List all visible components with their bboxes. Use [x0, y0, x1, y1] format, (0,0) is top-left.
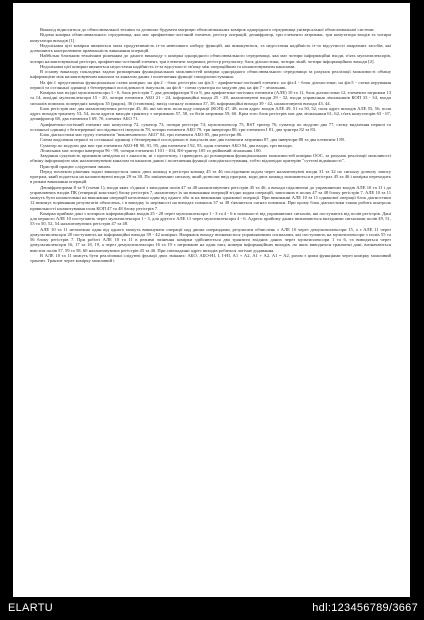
document-handle: hdl:123456789/3667 [312, 602, 418, 614]
paragraph: Суматор по модулю два має три елементи АБО-НІ 90, 91, 95, два елементи І 92, 93, один елемент АБО 94, два входи, три виходи. [40, 142, 293, 148]
paragraph: Блок діагностики має групу елементів "виключаючого АБО" 84, три елементи АБО 85, два регістри 86. [40, 132, 243, 137]
paragraph: Завдання сукупність признаків невідома ні з аналогів, ні з прототипу, і приводить до розширення функціональних можливостей комірки ООС, за рахунок реалізації можливості обміну інформацією між налаштовуючим каналом та каналом даних і полегшення функції самодіагностування, тобто відповідає критерію "суттєві відмінності". [30, 153, 391, 164]
paragraph: Дешифраторами 8 та 9 (схеми 1), входи яких з'єднані з виходами полів 47 та 48 налаштовуючих регістрів 45 та 46, а виходи підключені до управляючих входів АЛЕ 10 та 11 і до управляючих входів ПК (генерації констант) блоку регістрів 7, налаштовує їх на виконання операцій згідно кодам операцій, записаних в полях 47 та 48 блоку регістрів 7. АЛЕ 10 та 11 можуть бути налаштовані на виконання операцій незалежно один від одного або ж на виконання однакової операції. При виконанні АЛЕ 10 та 11 однакової операції блок діагностики 12 виконує порівняння результатів обчислень, і в випадку їх нерівності на виходах помилок 37 та 38 з'являється сигнал помилки. При цьому блок діагностики також робить контроль правильності налаштування поля КОП 47 та 48 блоку регістрів 7. [30, 184, 391, 211]
paragraph: Блок регістрів має два налаштовуючих регістри 45, 46, які містять поля коду операції (КОП) 47, 48, поля адрес входів АЛЕ 49, 51 та 50, 52, поля адрес виходів АЛЕ 55, 56, поля адрес виходів транзиту 53, 54, поля адреси виходів транзиту з затримкою 57, 58, та бітів затримки 59, 60. Крім того блок регістрів має два лічильники 61, 62, п'ять комутаторів 63 - 67, дешифратор 68, два елементи І 69, 70, елемент АБО 71. [30, 105, 391, 122]
paragraph: Схема виділення першої та останньої одиниці з безперервної послідовності імпульсів має два елементи затримки 87, два інвертори 88 та два елементи І 89. [40, 137, 346, 143]
paragraph: Пристрій працює слідуючим чином. [40, 163, 111, 169]
document-body [30, 27, 391, 263]
paragraph: Недоліками цієї комірки являються недостатня надійність із-за відсутності зв'язку між операційним та налаштовувачим каналами. [40, 63, 296, 69]
paragraph: АЛЕ 10 та 11 незалежно один від одного можуть виконувати операції над двома операндами, результати обчислень з АЛЕ 10 через демультиплексори 15, а з АЛЕ 11 через демультиплексори 20 поступають на інформаційні виходи 39 - 42 комірки. Напрямок виходу визначається управляючими сигналами, які поступають на мультиплексори з полів 55 та 56 блоку регістрів 7. При роботі АЛЕ 10 та 11 в режимі змінення комірки здійснюється два транзити вхідних даних через мультиплексори 1 та 6, та виводяться через демультиплексори 16, 17 та 18, 19, а через демультиплексори 16 та 19 з затримкою на один такт, номери інформаційних виходів, по яких виводяться транзитні дані, визначаються вмістом полів 57, 59 та 58, 60 налаштовуючих регістрів 45 та 46. При співпаданні адрес виходів робиться логічне додавання. [30, 226, 391, 253]
paragraph: Винахід відноситься до обчислювальної техніки та дозволяє будувати матрицю обчислювальних комірок однорідного середовища універсальної обчислювальної системи. [40, 27, 375, 32]
paragraph: Найбільш близьким технічним рішенням до даного винаходу є комірка однорідного обчислювального середовища, яка має чотири інформаційні входи, п'ять мультиплексорів, чотири налаштовувальні регістри, арифметико-логічний елемент, три елементи затримки, регістр результату, блок діагностики, чотири ліній, чотири інформаційних виходи [2]. [30, 53, 391, 64]
paragraph: На фіг.1 представлена функціональна схема комірки; на фіг.2 - блок регістрів; на фіг.3 - арифметико-логічний елемент; на фіг.4 - блок діагностики; на фіг.5 - схема керування першої та останньої одиниці з безперервної послідовності імпульсів, на фіг.6 - схема суматора по модулю два, на фіг.7 - лічильник. [30, 79, 391, 90]
paragraph: Лічильник має чотири інвертори 96 - 99, чотири елементи І 101 - 104, RS-тригер 105 та двійковий лічильник 100. [40, 147, 262, 153]
paragraph: Комірка приймає дані з чотирьох інформаційних входів 25 - 28 через мультиплексори 1 - 3 та 4 - 6 в залежності від управляючих сигналів, які поступають від полів регістрів. Дані для першого АЛЕ 10 поступають через мультиплексори 1 - 3, для другого АЛЕ 11 через мультиплексори 4 - 6. Адреси прийому даних визначаються вихідними сигналами полів 49, 51, 53 та 50, 52, 54 налаштовуючих регістрів 47 та 48. [30, 210, 391, 227]
paragraph: В АЛЕ 10 та 11 можуть бути реалізовані слідуючі функції двох змінних: АБО, АБО-НІ, І, І-НІ, А1 + А2, А1 + А2, А1 = А2, разом з цими функціями через комірку можливий транзит. Транзит через комірку можливий і [30, 252, 391, 263]
paragraph: Відома комірка обчислювального середовища, яка має арифметико-логічний елемент, регістр операцій, дешифратор, три елементи затримки, три комутатора входів та чотири комутатора виходів [1]. [30, 32, 391, 43]
paragraph: В основу винаходу покладена задача розширення функціональних можливостей комірки однорідного обчислювального середовища за рахунок реалізації можливості обміну інформацією між налаштовуючим каналом та каналом даних і полегшення функції самодіагностування. [30, 69, 391, 80]
paragraph: Комірка має вхідні мультиплексори 1 - 6, блок регістрів 7, два дешифратори 8 та 9, два арифметико-логічних елементи (АЛЕ) 10 та 11, блок діагностики 12, елементи затримки 13 та 14, вихідні мультиплексори 15 - 20, чотири елементи АБО 21 - 24, інформаційні входи 25 - 28, налаштовуючі входи 29 - 32, входи управління лічильників КОП 33 - 34, входи сигналів помилок попередніх комірок 35 (рядок), 36 (стовпчик), вихід сигналу помилки 37, 38, інформаційні виходи 39 - 42, налаштовуючі виходи 43, 44. [30, 90, 391, 106]
paragraph: Перед початком рішення задачі виконується запис двох команд в регістри команд 45 та 46 послідовним кодом через налаштовуючі входи 31 та 32 по сигналу дозволу запису програм, який подається на налаштовуючі входи 29 та 30. По закінченню сигналу, який дозволяє ввід програм, коди двох команд залишаються в регістрах 45 та 46 і комірка переходить в режим виконання операцій. [30, 168, 391, 185]
document-page [13, 3, 410, 597]
paragraph: Недоліками цієї комірки являються мала продуктивність із-за невеликого набору функцій, які виконуються, та недостатня надійність із-за відсутності апаратних засобів, які дозволяють контролювати правильність виконання операцій. [30, 42, 391, 53]
repository-name: ELARTU [8, 602, 53, 614]
paragraph: Арифметико-логічний елемент має комутатор 72, суматор 73, чотири регістри 74, мультиплексор 75, RST тригер 76, суматор по модулю два 77, схему виділення першої та останньої одиниці з безперервної послідовності імпульсів 78, чотири елементи АБО 79, три інвертори 80, три елементи І 81, два тригера 82 та 83. [30, 121, 391, 132]
